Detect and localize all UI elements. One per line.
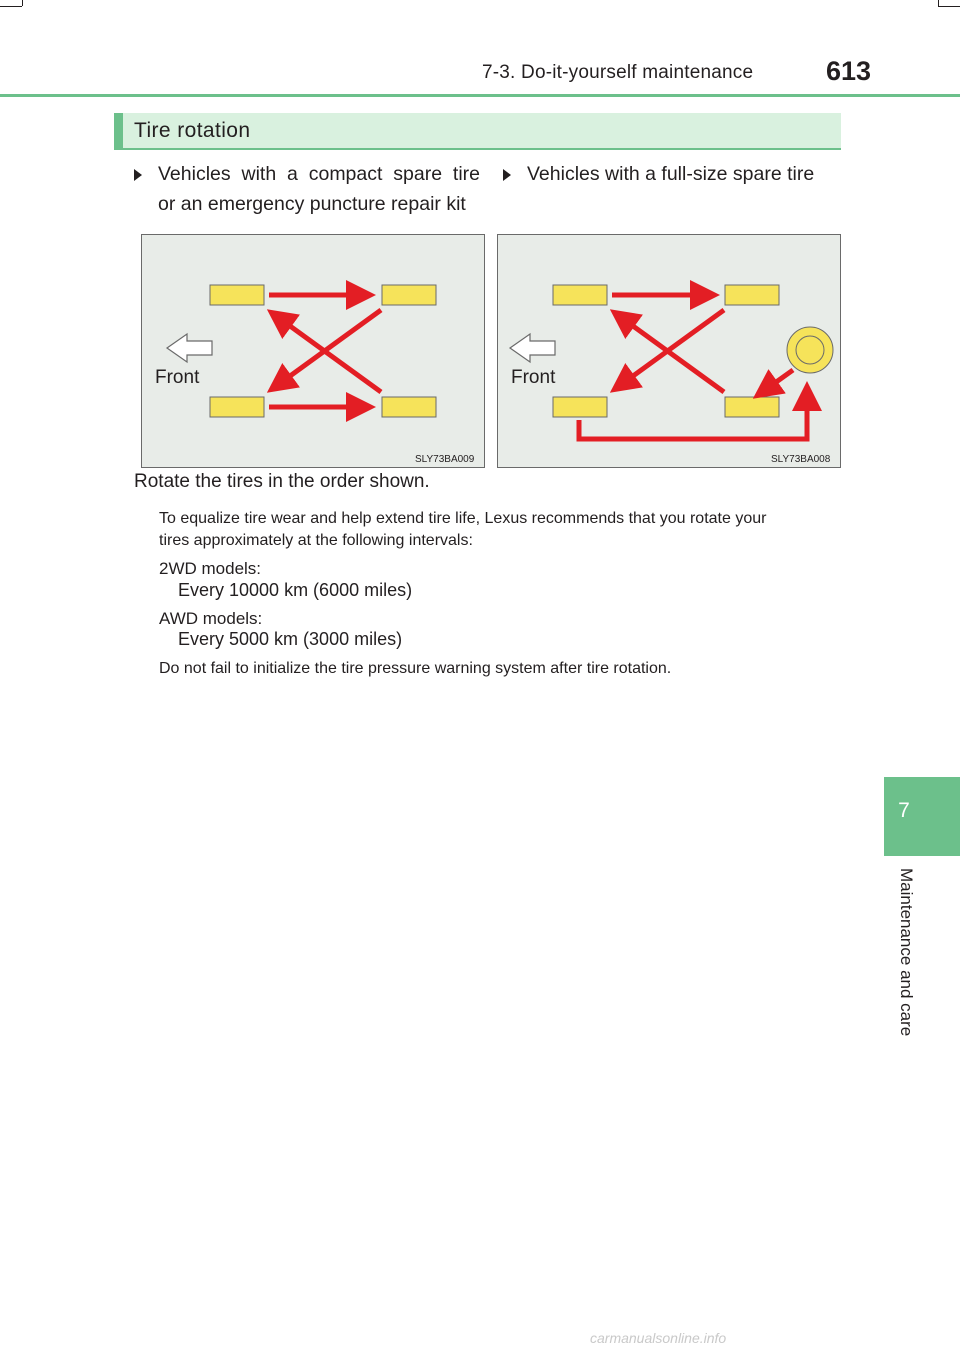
spare-tire-hub (796, 336, 824, 364)
interval-awd: Every 5000 km (3000 miles) (178, 629, 403, 649)
tire-front-left (210, 285, 264, 305)
figure-code: SLY73BA008 (771, 454, 831, 465)
recommendation-line-1: To equalize tire wear and help extend tire life, Lexus recommends that you rotate your (159, 510, 767, 527)
diagram-svg (141, 234, 485, 468)
figure-code: SLY73BA009 (415, 454, 475, 465)
header-section-title: 7-3. Do-it-yourself maintenance (482, 62, 754, 83)
chapter-number: 7 (898, 799, 910, 822)
section-title-bar (114, 113, 841, 150)
model-label-2wd: 2WD models: (159, 559, 262, 578)
chapter-tab (884, 777, 960, 856)
crop-mark (0, 6, 22, 7)
tire-rear-left (382, 285, 436, 305)
title-accent-stripe (114, 113, 123, 148)
variant-heading-text (158, 159, 480, 219)
tire-front-right (553, 397, 607, 417)
tire-rear-right (725, 397, 779, 417)
rotate-instruction: Rotate the tires in the order shown. (134, 471, 430, 492)
front-label: Front (511, 367, 556, 388)
variant-heading-compact-spare (134, 159, 484, 219)
crop-mark (22, 0, 23, 6)
tire-front-left (553, 285, 607, 305)
crop-mark (938, 6, 960, 7)
variant-heading-text: Vehicles with a full-size spare tire (527, 163, 815, 185)
variant-line-1: Vehicles with a compact spare tire (158, 163, 480, 185)
page-number: 613 (826, 56, 872, 86)
footer-watermark: carmanualsonline.info (590, 1330, 727, 1346)
front-label: Front (155, 367, 200, 388)
tire-rotation-diagram-full-size (497, 234, 841, 468)
tire-front-right (210, 397, 264, 417)
interval-2wd: Every 10000 km (6000 miles) (178, 580, 413, 600)
variant-line-2: or an emergency puncture repair kit (158, 193, 466, 215)
tpws-note: Do not fail to initialize the tire pressure warning system after tire rotation. (159, 660, 672, 677)
tire-rear-right (382, 397, 436, 417)
diagram-svg (497, 234, 841, 468)
variant-heading-full-size-spare (503, 159, 843, 189)
model-label-awd: AWD models: (159, 609, 263, 628)
section-title: Tire rotation (134, 119, 251, 142)
bullet-triangle-icon (503, 169, 511, 181)
tire-rear-left (725, 285, 779, 305)
chapter-label: Maintenance and care (897, 868, 916, 1037)
bullet-triangle-icon (134, 169, 142, 181)
recommendation-line-2: tires approximately at the following intervals: (159, 532, 473, 549)
header-rule (0, 94, 960, 97)
tire-rotation-diagram-compact (141, 234, 485, 468)
